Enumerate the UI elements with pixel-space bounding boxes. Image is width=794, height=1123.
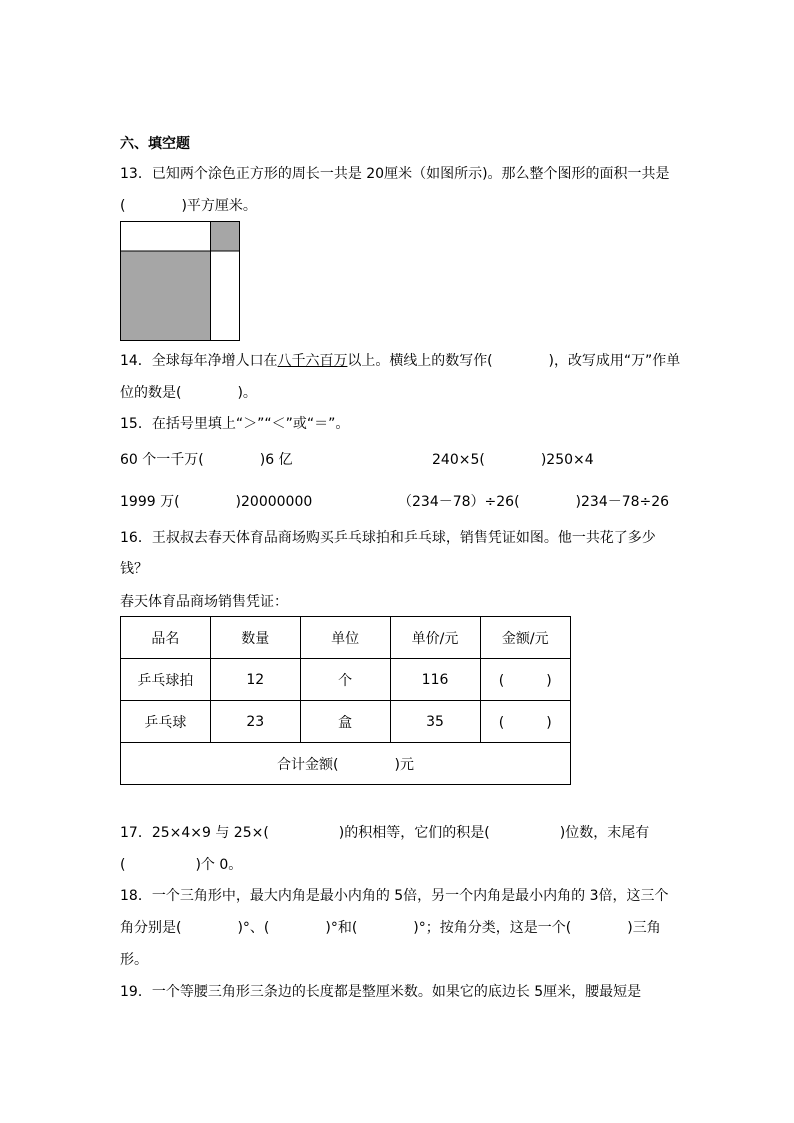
table-cell: 乒乓球拍 [121,659,211,701]
q18-line2: 角分别是( )°、( )°和( )°；按角分类，这是一个( )三角 [120,920,661,936]
q15-prompt: 15．在括号里填上“＞”“＜”或“＝”。 [120,416,350,432]
table-cell: ( ) [480,659,570,701]
total-cell: 合计金额( )元 [121,743,571,785]
section-title: 六、填空题 [120,136,190,152]
q13-line2: ( )平方厘米。 [120,198,257,214]
header-cell: 金额/元 [480,617,570,659]
header-cell: 数量 [210,617,300,659]
q16-line2: 钱？ [120,561,148,577]
table-cell: ( ) [480,701,570,743]
q14-pre: 14．全球每年净增人口在 [120,353,278,369]
q15-item2: 240×5( )250×4 [432,452,594,468]
small-shaded-square [211,222,240,252]
q15-item1: 60 个一千万( )6 亿 [120,452,293,468]
q18-line3: 形。 [120,952,148,968]
receipt-title: 春天体育品商场销售凭证： [120,594,288,610]
q14-underlined-number: 八千六百万 [277,353,348,369]
q15-item4: （234－78）÷26( )234－78÷26 [398,494,670,510]
q18-line1: 18．一个三角形中，最大内角是最小内角的 5倍，另一个内角是最小内角的 3倍，这三个 [120,888,669,904]
table-cell: 盒 [300,701,390,743]
table-cell: 23 [210,701,300,743]
q15-item3: 1999 万( )20000000 [120,494,313,510]
q19-line1: 19．一个等腰三角形三条边的长度都是整厘米数。如果它的底边长 5厘米，腰最短是 [120,984,642,1000]
q14-line1 [120,351,680,371]
q17-line1: 17．25×4×9 与 25×( )的积相等，它们的积是( )位数，末尾有 [120,825,650,841]
header-cell: 单位 [300,617,390,659]
table-row [121,701,571,743]
header-cell: 品名 [121,617,211,659]
large-shaded-square [121,251,211,341]
q14-post: 以上。横线上的数写作( )，改写成用“万”作单 [347,353,681,369]
table-header-row [121,617,571,659]
table-total-row [121,743,571,785]
header-cell: 单价/元 [390,617,480,659]
table-cell: 116 [390,659,480,701]
table-cell: 乒乓球 [121,701,211,743]
q14-line2: 位的数是( )。 [120,385,257,401]
table-row [121,659,571,701]
receipt-table [120,616,571,785]
q16-line1: 16．王叔叔去春天体育品商场购买乒乓球拍和乒乓球，销售凭证如图。他一共花了多少 [120,530,656,546]
table-cell: 个 [300,659,390,701]
table-cell: 35 [390,701,480,743]
squares-figure [120,221,240,341]
table-cell: 12 [210,659,300,701]
q17-line2: ( )个 0。 [120,857,243,873]
q13-line1: 13．已知两个涂色正方形的周长一共是 20厘米（如图所示)。那么整个图形的面积一共是 [120,166,670,182]
